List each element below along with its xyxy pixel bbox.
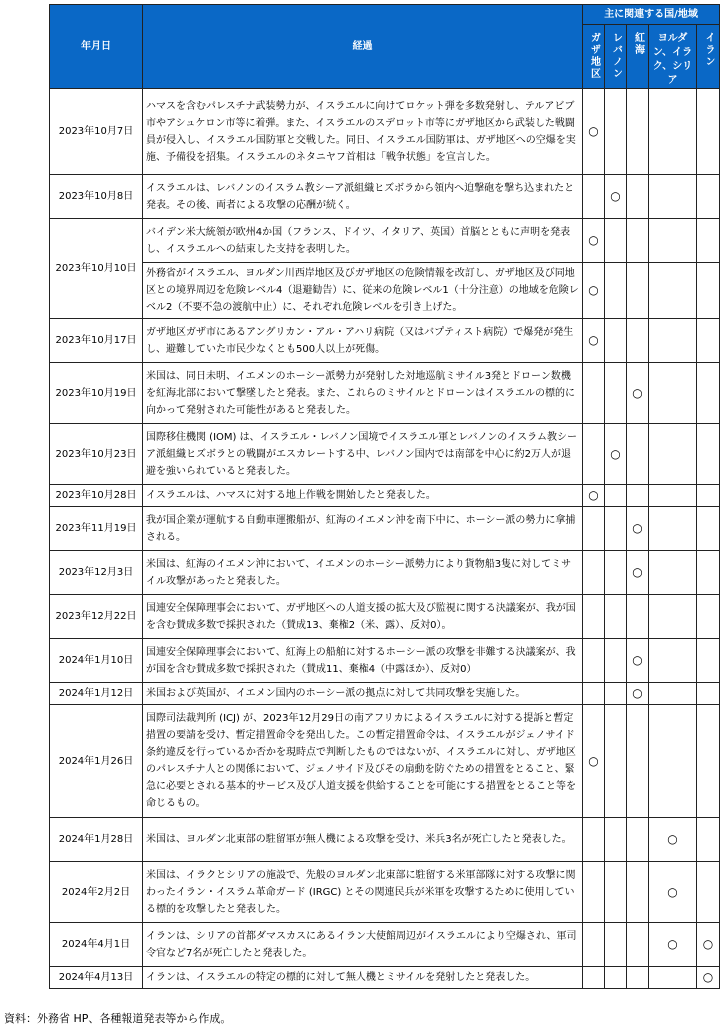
country-header-iran: イラン — [697, 25, 720, 89]
relation-mark — [697, 595, 720, 639]
relation-mark — [697, 683, 720, 705]
relation-mark — [649, 363, 697, 424]
relation-mark: ○ — [627, 551, 649, 595]
table-row — [50, 595, 720, 639]
relation-mark — [627, 219, 649, 263]
relation-mark — [697, 485, 720, 507]
relation-mark — [627, 923, 649, 967]
relation-mark: ○ — [627, 363, 649, 424]
relation-mark — [583, 683, 605, 705]
relation-mark — [649, 595, 697, 639]
country-header-jordan-iraq-syria: ヨルダン、イラク、シリア — [649, 25, 697, 89]
event-description: 外務省がイスラエル、ヨルダン川西岸地区及びガザ地区の危険情報を改訂し、ガザ地区及び同地区との境界周辺を危険レベル4（退避勧告）に、従来の危険レベル1（十分注意）の地域を危険レベル2（不要不急の渡航中止）に、それぞれ危険レベルを引き上げた。 — [143, 263, 583, 319]
date-cell: 2023年12月22日 — [50, 595, 143, 639]
relation-mark — [605, 639, 627, 683]
relation-mark — [697, 551, 720, 595]
event-description: イスラエルは、ハマスに対する地上作戦を開始したと発表した。 — [143, 485, 583, 507]
relation-mark — [605, 683, 627, 705]
relation-mark — [605, 319, 627, 363]
table-row — [50, 705, 720, 818]
relation-mark — [649, 507, 697, 551]
relation-mark — [605, 263, 627, 319]
description-column-header: 経過 — [143, 5, 583, 89]
relation-mark — [605, 818, 627, 862]
relation-mark — [583, 595, 605, 639]
table-row — [50, 363, 720, 424]
relation-mark — [649, 219, 697, 263]
region-group-header: 主に関連する国/地域 — [583, 5, 720, 25]
relation-mark — [605, 595, 627, 639]
relation-mark — [649, 263, 697, 319]
relation-mark — [649, 319, 697, 363]
relation-mark — [605, 967, 627, 989]
country-header-gaza: ガザ地区 — [583, 25, 605, 89]
relation-mark: ○ — [583, 219, 605, 263]
table-row — [50, 319, 720, 363]
event-description: 米国は、紅海のイエメン沖において、イエメンのホーシー派勢力により貨物船3隻に対してミサイル攻撃があったと発表した。 — [143, 551, 583, 595]
date-cell: 2023年10月23日 — [50, 424, 143, 485]
relation-mark — [697, 818, 720, 862]
relation-mark — [627, 485, 649, 507]
date-column-header: 年月日 — [50, 5, 143, 89]
relation-mark — [605, 862, 627, 923]
relation-mark — [605, 363, 627, 424]
table-row — [50, 263, 720, 319]
relation-mark: ○ — [627, 683, 649, 705]
date-cell: 2023年10月28日 — [50, 485, 143, 507]
relation-mark — [583, 175, 605, 219]
event-description: 我が国企業が運航する自動車運搬船が、紅海のイエメン沖を南下中に、ホーシー派の勢力に拿捕される。 — [143, 507, 583, 551]
table-row — [50, 219, 720, 263]
relation-mark — [697, 507, 720, 551]
relation-mark — [583, 507, 605, 551]
country-header-red-sea: 紅海 — [627, 25, 649, 89]
relation-mark — [649, 424, 697, 485]
date-cell: 2023年10月10日 — [50, 219, 143, 319]
relation-mark — [605, 219, 627, 263]
relation-mark: ○ — [583, 485, 605, 507]
date-cell: 2023年10月19日 — [50, 363, 143, 424]
date-cell: 2023年10月8日 — [50, 175, 143, 219]
relation-mark — [697, 175, 720, 219]
relation-mark — [697, 263, 720, 319]
relation-mark — [649, 967, 697, 989]
event-description: ガザ地区ガザ市にあるアングリカン・アル・アハリ病院（又はバプティスト病院）で爆発が発生し、避難していた市民少なくとも500人以上が死傷。 — [143, 319, 583, 363]
relation-mark: ○ — [605, 175, 627, 219]
table-row — [50, 967, 720, 989]
relation-mark — [627, 424, 649, 485]
relation-mark — [583, 424, 605, 485]
relation-mark — [605, 89, 627, 175]
relation-mark: ○ — [583, 705, 605, 818]
event-description: ハマスを含むパレスチナ武装勢力が、イスラエルに向けてロケット弾を多数発射し、テルアビブ市やアシュケロン市等に着弾。また、イスラエルのスデロット市等にガザ地区から武装した戦闘員が侵入し、イスラエル国防軍と交戦した。同日、イスラエル国防軍は、ガザ地区への空爆を実施、予備役を招集。イスラエルのネタニヤフ首相は「戦争状態」を宣言した。 — [143, 89, 583, 175]
table-row — [50, 639, 720, 683]
relation-mark: ○ — [583, 89, 605, 175]
relation-mark: ○ — [649, 923, 697, 967]
relation-mark — [649, 175, 697, 219]
relation-mark — [605, 551, 627, 595]
timeline-table — [49, 4, 720, 989]
date-cell: 2024年1月10日 — [50, 639, 143, 683]
event-description: 国際移住機関 (IOM) は、イスラエル・レバノン国境でイスラエル軍とレバノンのイスラム教シーア派組織ヒズボラとの戦闘がエスカレートする中、レバノン国内では南部を中心に約2万人が退避を強いられていると発表した。 — [143, 424, 583, 485]
relation-mark — [627, 862, 649, 923]
event-description: イランは、イスラエルの特定の標的に対して無人機とミサイルを発射したと発表した。 — [143, 967, 583, 989]
date-cell: 2024年2月2日 — [50, 862, 143, 923]
relation-mark: ○ — [605, 424, 627, 485]
relation-mark — [605, 485, 627, 507]
table-row — [50, 485, 720, 507]
table-row — [50, 175, 720, 219]
relation-mark — [649, 639, 697, 683]
relation-mark — [649, 683, 697, 705]
relation-mark: ○ — [649, 818, 697, 862]
date-cell: 2023年11月19日 — [50, 507, 143, 551]
date-cell: 2023年12月3日 — [50, 551, 143, 595]
date-cell: 2023年10月17日 — [50, 319, 143, 363]
table-row — [50, 507, 720, 551]
relation-mark — [627, 89, 649, 175]
relation-mark — [627, 818, 649, 862]
event-description: イランは、シリアの首都ダマスカスにあるイラン大使館周辺がイスラエルにより空爆され、軍司令官など7名が死亡したと発表した。 — [143, 923, 583, 967]
table-row — [50, 551, 720, 595]
event-description: 米国および英国が、イエメン国内のホーシー派の拠点に対して共同攻撃を実施した。 — [143, 683, 583, 705]
relation-mark — [697, 705, 720, 818]
date-cell: 2024年4月13日 — [50, 967, 143, 989]
date-cell: 2024年4月1日 — [50, 923, 143, 967]
relation-mark — [627, 967, 649, 989]
event-description: 国連安全保障理事会において、紅海上の船舶に対するホーシー派の攻撃を非難する決議案が、我が国を含む賛成多数で採択された（賛成11、棄権4（中露ほか）、反対0） — [143, 639, 583, 683]
relation-mark — [627, 595, 649, 639]
timeline-body — [50, 89, 720, 989]
relation-mark — [583, 862, 605, 923]
table-row — [50, 862, 720, 923]
relation-mark: ○ — [583, 319, 605, 363]
event-description: 米国は、ヨルダン北東部の駐留軍が無人機による攻撃を受け、米兵3名が死亡したと発表した。 — [143, 818, 583, 862]
event-description: 米国は、イラクとシリアの施設で、先般のヨルダン北東部に駐留する米軍部隊に対する攻撃に関わったイラン・イスラム革命ガード (IRGC) とその関連民兵が米軍を攻撃するために使用している標的を攻撃したと発表した。 — [143, 862, 583, 923]
relation-mark: ○ — [697, 923, 720, 967]
date-cell: 2024年1月12日 — [50, 683, 143, 705]
table-row — [50, 683, 720, 705]
relation-mark — [697, 89, 720, 175]
relation-mark: ○ — [649, 862, 697, 923]
event-description: 国連安全保障理事会において、ガザ地区への人道支援の拡大及び監視に関する決議案が、我が国を含む賛成多数で採択された（賛成13、棄権2（米、露）、反対0）。 — [143, 595, 583, 639]
relation-mark — [649, 485, 697, 507]
relation-mark: ○ — [627, 639, 649, 683]
table-row — [50, 424, 720, 485]
relation-mark — [649, 551, 697, 595]
relation-mark — [627, 705, 649, 818]
relation-mark — [697, 363, 720, 424]
relation-mark — [627, 263, 649, 319]
country-header-lebanon: レバノン — [605, 25, 627, 89]
relation-mark — [583, 363, 605, 424]
relation-mark — [649, 705, 697, 818]
event-description: イスラエルは、レバノンのイスラム教シーア派組織ヒズボラから領内へ迫撃砲を撃ち込まれたと発表。その後、両者による攻撃の応酬が続く。 — [143, 175, 583, 219]
event-description: 国際司法裁判所 (ICJ) が、2023年12月29日の南アフリカによるイスラエルに対する提訴と暫定措置の要請を受け、暫定措置命令を発出した。この暫定措置命令は、イスラエルがジェノサイド条約違反を行っているか否かを現時点で判断したものではないが、イスラエルに対し、ガザ地区のパレスチナ人との関係において、ジェノサイド及びその扇動を防ぐための措置をとること、緊急に必要とされる基本的サービス及び人道支援を供給することを可能にする措置をとること等を命じるもの。 — [143, 705, 583, 818]
relation-mark — [697, 639, 720, 683]
table-row — [50, 923, 720, 967]
date-cell: 2023年10月7日 — [50, 89, 143, 175]
relation-mark — [605, 507, 627, 551]
source-note: 資料：外務省 HP、各種報道発表等から作成。 — [4, 1012, 232, 1025]
relation-mark — [583, 923, 605, 967]
date-cell: 2024年1月26日 — [50, 705, 143, 818]
event-description: 米国は、同日未明、イエメンのホーシー派勢力が発射した対地巡航ミサイル3発とドローン数機を紅海北部において撃墜したと発表。また、これらのミサイルとドローンはイスラエルの標的に向かって発射された可能性があると発表した。 — [143, 363, 583, 424]
relation-mark: ○ — [627, 507, 649, 551]
event-description: バイデン米大統領が欧州4か国（フランス、ドイツ、イタリア、英国）首脳とともに声明を発表し、イスラエルへの結束した支持を表明した。 — [143, 219, 583, 263]
relation-mark — [583, 551, 605, 595]
relation-mark — [697, 219, 720, 263]
relation-mark: ○ — [697, 967, 720, 989]
date-cell: 2024年1月28日 — [50, 818, 143, 862]
relation-mark — [697, 424, 720, 485]
relation-mark — [583, 967, 605, 989]
relation-mark — [583, 818, 605, 862]
relation-mark: ○ — [583, 263, 605, 319]
relation-mark — [697, 319, 720, 363]
relation-mark — [649, 89, 697, 175]
relation-mark — [605, 923, 627, 967]
relation-mark — [697, 862, 720, 923]
table-row — [50, 89, 720, 175]
relation-mark — [605, 705, 627, 818]
relation-mark — [627, 175, 649, 219]
relation-mark — [583, 639, 605, 683]
table-row — [50, 818, 720, 862]
relation-mark — [627, 319, 649, 363]
